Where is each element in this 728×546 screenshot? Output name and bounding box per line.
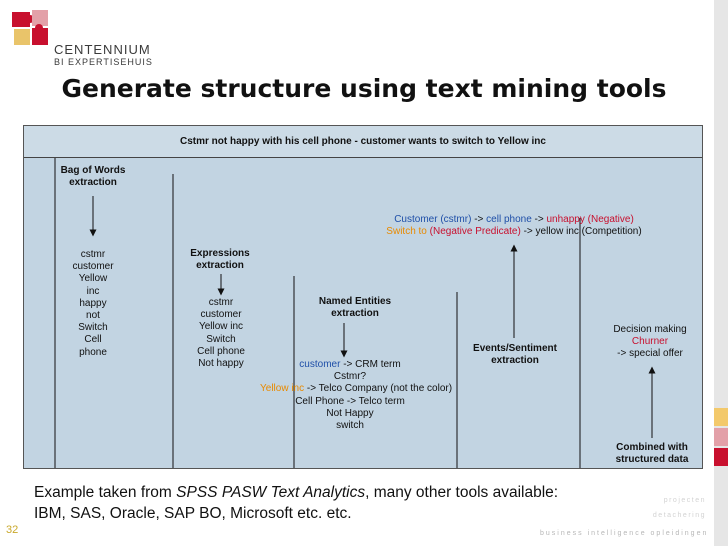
decision-making: Decision making Churner -> special offer [598, 324, 702, 361]
list-item: phone [79, 346, 107, 358]
combined-structured-data-label: Combined with structured data [615, 442, 689, 466]
bag-of-words-items [62, 249, 124, 359]
list-item: Switch [78, 322, 108, 334]
list-item: Cell [84, 334, 102, 346]
list-item: not [86, 310, 100, 322]
list-item: Cell phone [197, 345, 245, 357]
text-mining-diagram [23, 125, 703, 469]
footer-tagline: business intelligence opleidingen [540, 530, 709, 537]
events-sentiment-label: Events/Sentiment extraction [473, 343, 557, 367]
list-item: customer [200, 309, 242, 321]
list-item: customer [72, 261, 114, 273]
list-item: Switch [206, 333, 236, 345]
caption-line-2: IBM, SAS, Oracle, SAP BO, Microsoft etc. etc. [34, 505, 352, 522]
company-logo [8, 6, 158, 66]
entity-term-yellow-inc: Yellow inc [260, 383, 305, 395]
list-item: Yellow [78, 273, 108, 285]
entity-term-customer: customer [299, 359, 341, 370]
puzzle-logo-icon [10, 8, 54, 48]
source-tool-name: SPSS PASW Text Analytics [176, 484, 366, 501]
bag-of-words-label: Bag of Words extraction [60, 165, 126, 189]
sentiment-output: Customer (cstmr) -> cell phone -> unhappy (Negative) Switch to (Negative Predicate) -> yellow inc (Competition) [386, 214, 642, 238]
expressions-items [184, 297, 258, 370]
list-item: happy [79, 297, 107, 309]
list-item: inc [86, 285, 100, 297]
list-item: cstmr [80, 249, 106, 260]
expressions-label: Expressions extraction [190, 248, 250, 272]
logo-name: CENTENNIUM [54, 42, 151, 57]
logo-subtitle: BI EXPERTISEHUIS [54, 57, 153, 67]
list-item: cstmr [208, 297, 234, 308]
caption-line-1: Example taken from SPSS PASW Text Analytics, many other tools available: [34, 484, 559, 501]
page-number: 32 [6, 524, 19, 536]
header-sentence: Cstmr not happy with his cell phone - customer wants to switch to Yellow inc [180, 136, 546, 147]
side-word-secondment: detachering [652, 512, 706, 519]
churner-label: Churner [631, 336, 669, 348]
named-entities-output: customer -> CRM term Cstmr? Yellow inc -> Telco Company (not the color) Cell Phone -> Telco term Not Happy switch [260, 359, 453, 432]
list-item: Not happy [198, 358, 244, 370]
list-item: Yellow inc [198, 321, 244, 333]
named-entities-label: Named Entities extraction [318, 296, 392, 320]
slide-title: Generate structure using text mining tools [61, 74, 667, 103]
side-word-projects: projecten [663, 497, 706, 504]
